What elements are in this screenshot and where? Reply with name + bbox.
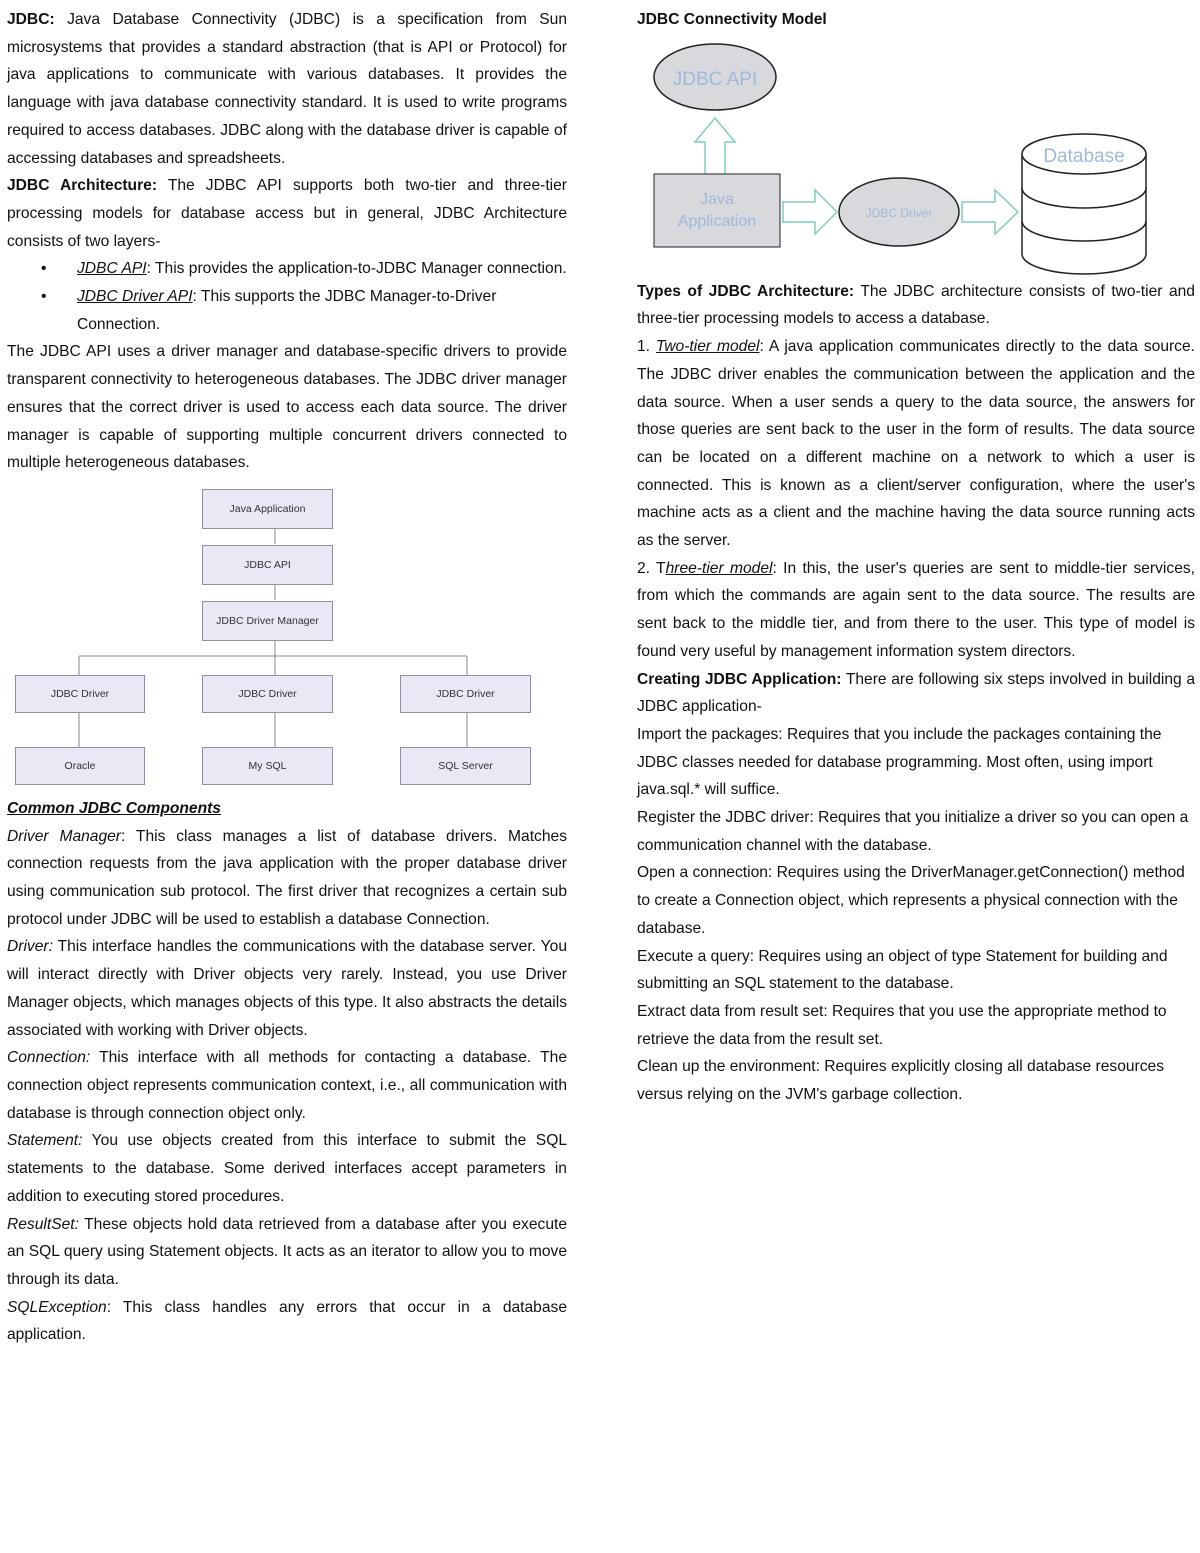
connectivity-diagram-svg — [637, 40, 1195, 278]
jdbc-label: JDBC: — [7, 11, 55, 28]
component-text: These objects hold data retrieved from a database after you execute an SQL query using Statement objects. It acts as an iterator to allow you to move through its data. — [7, 1215, 567, 1288]
step-item: Open a connection: Requires using the DriverManager.getConnection() method to create a Connection object, which represents a physical connection with the database. — [637, 864, 1185, 937]
creating-text: There are following six steps involved in building a JDBC application- — [637, 670, 1195, 716]
component-text: : This class handles any errors that occur in a database application. — [7, 1298, 567, 1344]
three-tier-text: : In this, the user's queries are sent to middle-tier services, from which the commands are again sent to the data source. The results are sent back to the middle tier, and from there to the user. This type of model is found very useful by management information system directors. — [637, 559, 1195, 660]
component-term: SQLException — [7, 1298, 107, 1316]
bullet-term: JDBC Driver API — [77, 288, 193, 306]
jdbc-driver-box: JDBC Driver — [400, 675, 531, 713]
bullet-icon: • — [41, 288, 47, 306]
step-item: Register the JDBC driver: Requires that you initialize a driver so you can open a communication channel with the database. — [637, 809, 1189, 854]
jdbc-driver-box: JDBC Driver — [202, 675, 333, 713]
component-item — [7, 823, 567, 934]
component-item — [7, 1211, 567, 1294]
jdbc-driver-box: JDBC Driver — [15, 675, 145, 713]
step-item: Import the packages: Requires that you include the packages containing the JDBC classes needed for database programming. Most often, using import java.sql.* will suffice. — [637, 725, 1162, 799]
step-item: Extract data from result set: Requires that you use the appropriate method to retrieve the data from the result set. — [637, 1002, 1167, 1048]
component-term: Statement: — [7, 1132, 83, 1150]
component-term: ResultSet: — [7, 1215, 79, 1233]
bullet-term: JDBC API — [77, 260, 147, 278]
java-app-line1: Java — [700, 190, 734, 208]
bullet-text: : This supports the JDBC Manager-to-Driver Connection. — [77, 288, 497, 333]
two-tier-text: : A java application communicates directly to the data source. The JDBC driver enables the communication between the application and the data source. When a user sends a query to the data source, the answers for those queries are sent back to the user in the form of results. The data source can be located on a different machine on a network to which a user is connected. This is known as a client/server configuration, where the user's machine acts as a client and the machine having the data source running acts as the server. — [637, 338, 1195, 550]
right-arrow-icon — [962, 190, 1018, 234]
jdbc-driver-label: JDBC Driver — [865, 205, 933, 220]
two-tier-paragraph — [637, 333, 1195, 555]
three-tier-paragraph — [637, 555, 1195, 666]
right-column — [637, 6, 1195, 1109]
three-tier-prefix: 2. T — [637, 559, 666, 577]
database-label: Database — [1043, 145, 1125, 167]
architecture-text: The JDBC API supports both two-tier and three-tier processing models for database access but in general, JDBC Architecture consists of two layers- — [7, 177, 567, 250]
three-tier-term: hree-tier model — [665, 559, 773, 577]
two-tier-term: Two-tier model — [655, 338, 760, 356]
component-item — [7, 1044, 567, 1127]
driver-manager-paragraph: The JDBC API uses a driver manager and database-specific drivers to provide transparent connectivity to heterogeneous databases. The JDBC driver manager ensures that the correct driver is used to access each data source. The driver manager is capable of supporting multiple concurrent drivers connected to multiple heterogeneous databases. — [7, 343, 567, 472]
oracle-box: Oracle — [15, 747, 145, 785]
bullet-text: : This provides the application-to-JDBC Manager connection. — [146, 260, 567, 278]
driver-manager-box: JDBC Driver Manager — [202, 601, 333, 641]
architecture-paragraph — [7, 172, 567, 255]
architecture-diagram — [7, 485, 567, 790]
layers-list — [7, 255, 567, 338]
creating-paragraph — [637, 666, 1195, 721]
connectivity-model-heading: JDBC Connectivity Model — [637, 11, 827, 28]
left-column — [7, 6, 567, 1349]
types-text: The JDBC architecture consists of two-tier and three-tier processing models to access a database. — [637, 282, 1195, 328]
components-heading: Common JDBC Components — [7, 799, 221, 817]
component-term: Driver: — [7, 938, 53, 956]
up-arrow-icon — [695, 118, 735, 182]
java-app-line2: Application — [677, 212, 757, 230]
jdbc-api-label: JDBC API — [672, 68, 758, 90]
component-text: This interface handles the communications with the database server. You will interact directly with Driver objects very rarely. Instead, you use Driver Manager objects, which manages objects of this type. It also abstracts the details associated with working with Driver objects. — [7, 938, 567, 1039]
list-item — [7, 255, 567, 283]
connectivity-diagram — [637, 40, 1195, 278]
two-tier-prefix: 1. — [637, 338, 656, 356]
sql-server-box: SQL Server — [400, 747, 531, 785]
component-item — [7, 1294, 567, 1349]
jdbc-api-box: JDBC API — [202, 545, 333, 585]
component-text: You use objects created from this interface to submit the SQL statements to the database. Some derived interfaces accept parameters in addition to executing stored procedures. — [7, 1132, 567, 1205]
architecture-label: JDBC Architecture: — [7, 177, 158, 195]
list-item — [7, 283, 567, 338]
right-arrow-icon — [783, 190, 837, 234]
step-item: Execute a query: Requires using an object of type Statement for building and submitting an SQL statement to the database. — [637, 947, 1168, 993]
java-application-rect — [654, 174, 780, 247]
creating-label: Creating JDBC Application: — [637, 670, 842, 688]
component-item — [7, 1127, 567, 1210]
java-application-box: Java Application — [202, 489, 333, 529]
component-text: This interface with all methods for contacting a database. The connection object represents communication context, i.e., all communication with database is through connection object only. — [7, 1049, 567, 1122]
mysql-box: My SQL — [202, 747, 333, 785]
step-item: Clean up the environment: Requires explicitly closing all database resources versus relying on the JVM's garbage collection. — [637, 1058, 1165, 1104]
component-term: Driver Manager — [7, 827, 121, 845]
types-paragraph — [637, 278, 1195, 333]
types-label: Types of JDBC Architecture: — [637, 282, 855, 300]
jdbc-definition — [7, 6, 567, 172]
jdbc-text: Java Database Connectivity (JDBC) is a specification from Sun microsystems that provides a standard abstraction (that is API or Protocol) for java applications to communicate with various databases. It provides the language with java database connectivity standard. It is used to write programs required to access databases. JDBC along with the database driver is capable of accessing databases and spreadsheets. — [7, 11, 567, 167]
component-text: : This class manages a list of database drivers. Matches connection requests from the java application with the proper database driver using communication sub protocol. The first driver that recognizes a certain sub protocol under JDBC will be used to establish a database Connection. — [7, 827, 567, 928]
bullet-icon: • — [41, 260, 47, 278]
component-term: Connection: — [7, 1049, 91, 1067]
component-item — [7, 933, 567, 1044]
